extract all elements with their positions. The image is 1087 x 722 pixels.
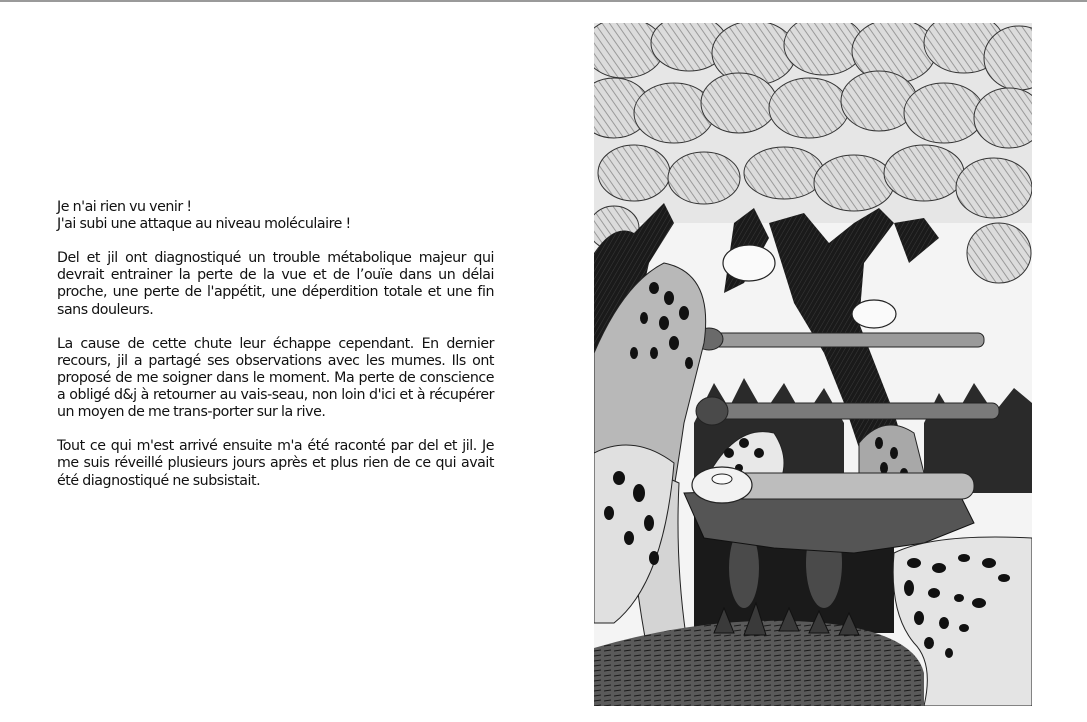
story-text <box>57 199 494 507</box>
forest-illustration <box>594 23 1032 706</box>
paragraph-aftermath: Tout ce qui m'est arrivé ensuite m'a été raconté par del et jil. Je me suis réveillé plusieurs jours après et plus rien de ce qui avait été diagnostiqué ne subsistait. <box>57 438 494 489</box>
top-border <box>0 0 1087 2</box>
paragraph-intro <box>57 199 494 233</box>
intro-line-1: Je n'ai rien vu venir ! <box>57 199 192 215</box>
paragraph-cause: La cause de cette chute leur échappe cependant. En dernier recours, jil a partagé ses observations avec les mumes. Ils ont proposé de me soigner dans le moment. Ma perte de conscience a obligé d&j à retourner au vais-seau, non loin d'ici et à récupérer un moyen de me trans-porter sur la rive. <box>57 335 494 421</box>
leaf-raft <box>684 467 974 553</box>
illustration-svg <box>594 23 1032 706</box>
paragraph-diagnosis: Del et jil ont diagnostiqué un trouble métabolique majeur qui devrait entrainer la perte de la vue et de l’ouïe dans un délai proche, une perte de l'appétit, une déperdition totale et une fin sans douleurs. <box>57 250 494 318</box>
intro-line-2: J'ai subi une attaque au niveau moléculaire ! <box>57 216 351 233</box>
